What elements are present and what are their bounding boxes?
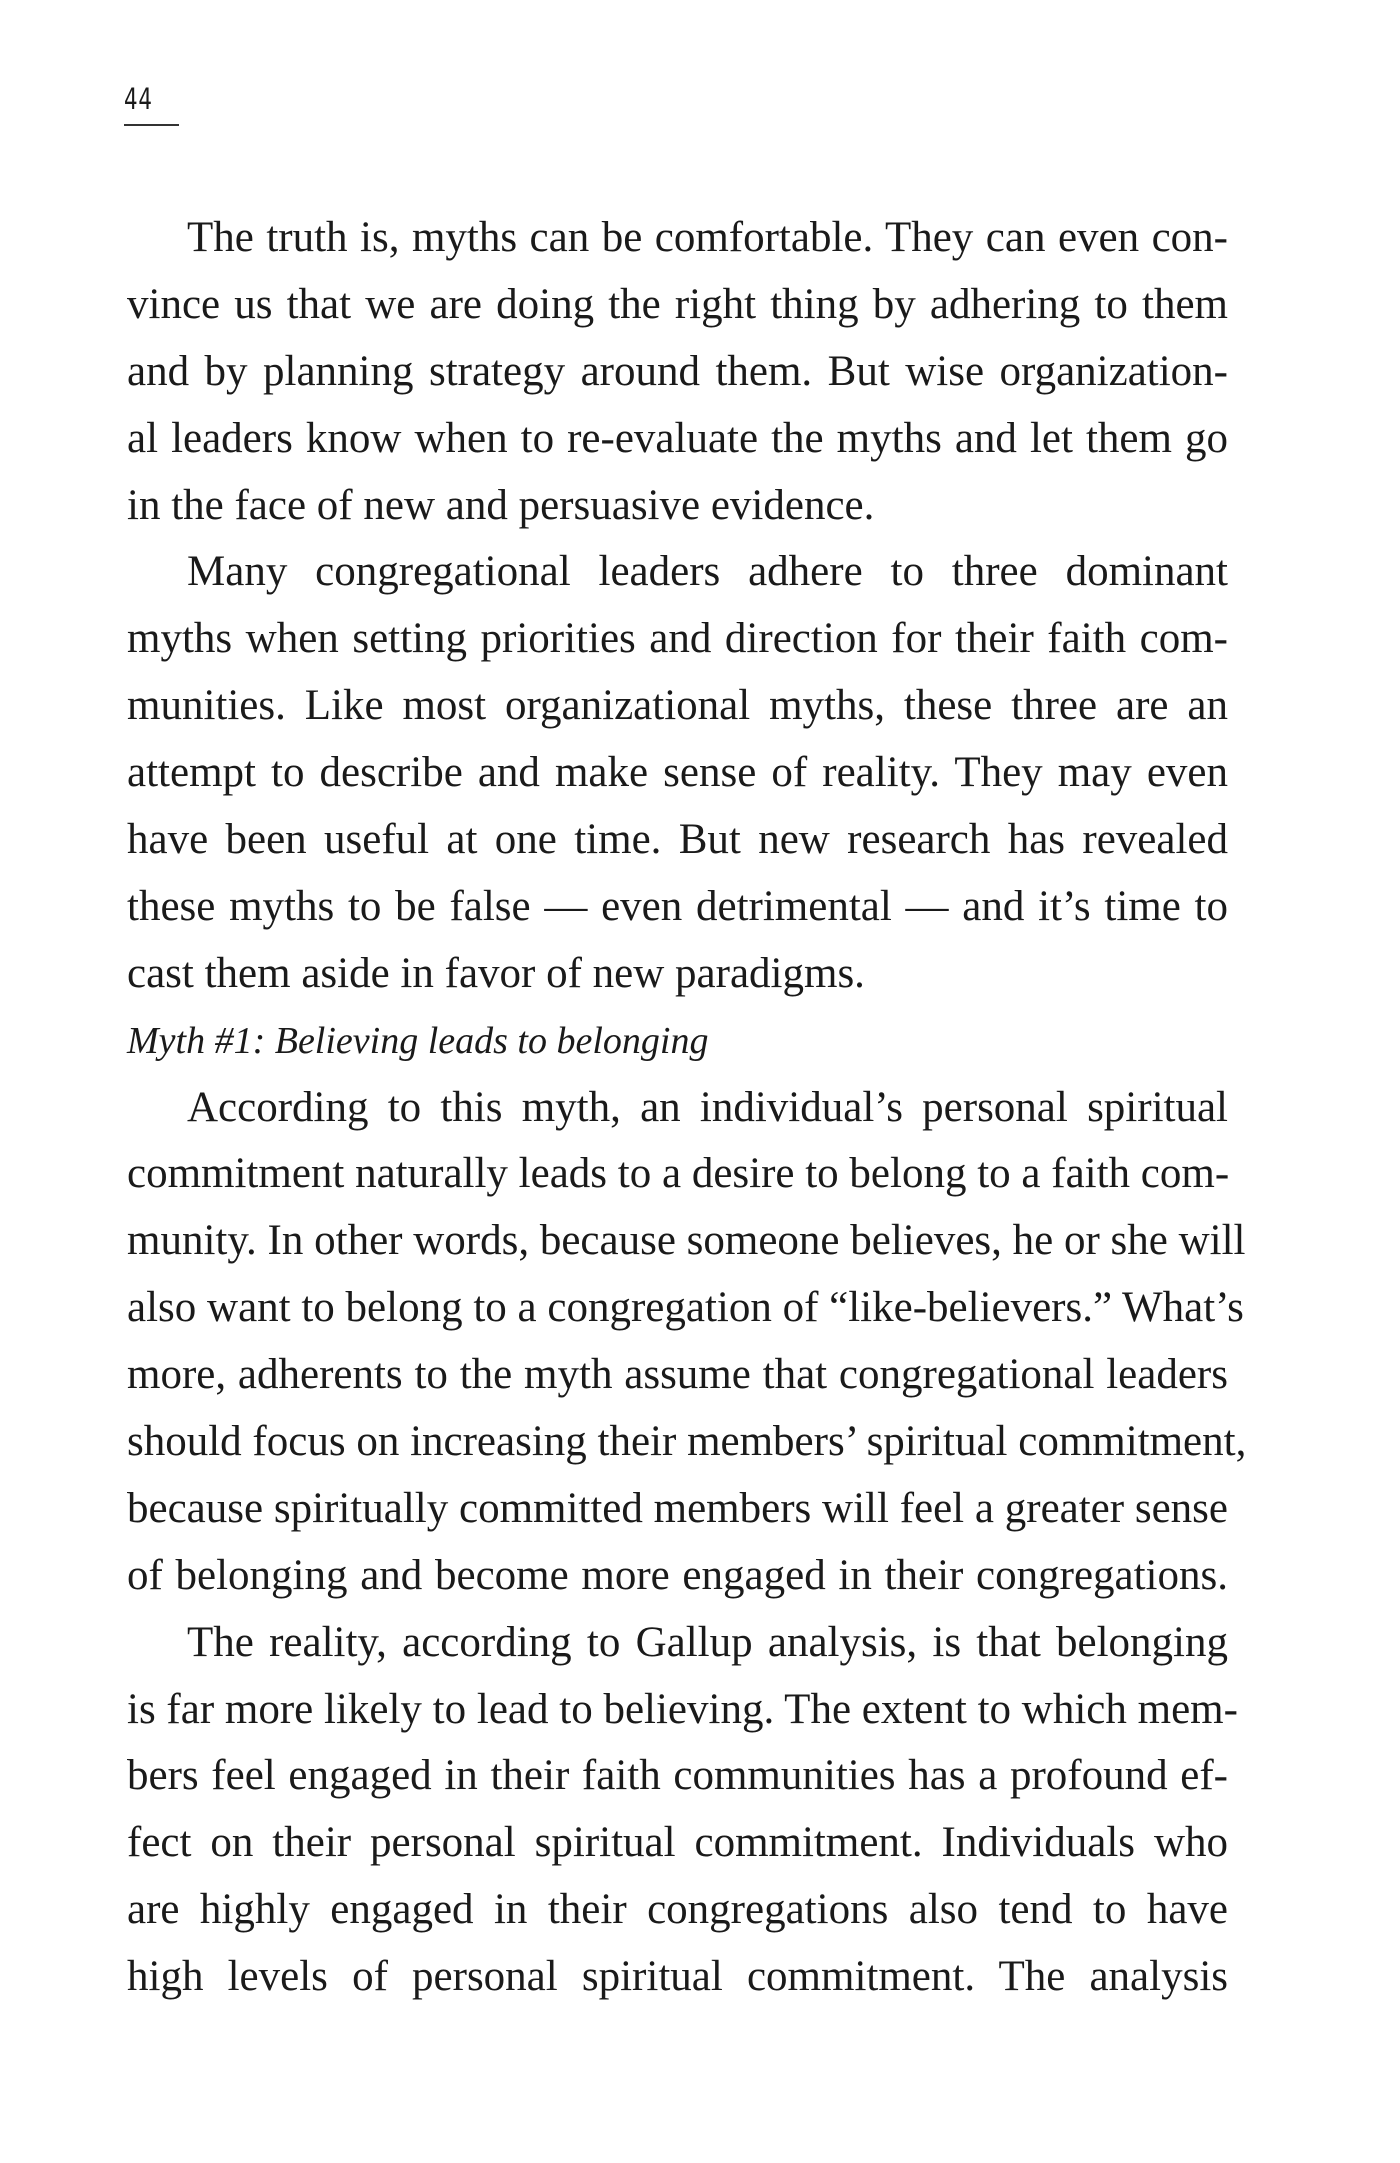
text-line: The truth is, myths can be comfortable. They can even con- — [187, 214, 1228, 261]
text-line: also want to belong to a congregation of “like-believers.” What’s — [127, 1284, 1244, 1332]
text-line: The reality, according to Gallup analysis, is that belonging — [187, 1618, 1228, 1666]
text-line: are highly engaged in their congregations also tend to have — [127, 1886, 1228, 1934]
paragraph — [127, 539, 1228, 1007]
page-number-rule — [124, 124, 179, 126]
body-text — [127, 205, 1247, 2011]
text-line: myths when setting priorities and direction for their faith com- — [127, 615, 1228, 663]
text-line: commitment naturally leads to a desire to belong to a faith com- — [127, 1150, 1230, 1198]
text-line: fect on their personal spiritual commitment. Individuals who — [127, 1819, 1228, 1867]
text-line: because spiritually committed members will feel a greater sense — [127, 1484, 1228, 1532]
text-line: al leaders know when to re-evaluate the myths and let them go — [127, 414, 1228, 462]
text-line: more, adherents to the myth assume that congregational leaders — [127, 1351, 1228, 1399]
text-line: cast them aside in favor of new paradigms. — [127, 949, 865, 997]
text-line: munity. In other words, because someone believes, he or she will — [127, 1217, 1246, 1265]
page-number: 44 — [124, 82, 153, 116]
text-line: Many congregational leaders adhere to three dominant — [187, 548, 1228, 596]
section-heading — [127, 1008, 1228, 1075]
text-line: should focus on increasing their members’ spiritual commitment, — [127, 1418, 1247, 1466]
text-line: these myths to be false — even detrimental — and it’s time to — [127, 882, 1228, 930]
text-line: attempt to describe and make sense of reality. They may even — [127, 749, 1228, 797]
heading-text: Myth #1: Believing leads to belonging — [127, 1019, 709, 1062]
text-line: According to this myth, an individual’s personal spiritual — [187, 1083, 1228, 1131]
text-line: high levels of personal spiritual commitment. The analysis — [127, 1953, 1228, 2001]
text-line: munities. Like most organizational myths, these three are an — [127, 682, 1228, 730]
text-line: vince us that we are doing the right thing by adhering to them — [127, 280, 1228, 328]
text-line: in the face of new and persuasive evidence. — [127, 481, 875, 529]
paragraph — [127, 205, 1228, 539]
text-line: have been useful at one time. But new research has revealed — [127, 816, 1228, 864]
text-line: is far more likely to lead to believing. The extent to which mem- — [127, 1685, 1238, 1733]
text-line: bers feel engaged in their faith communities has a profound ef- — [127, 1752, 1228, 1800]
paragraph — [127, 1075, 1247, 1610]
paragraph — [127, 1610, 1238, 2011]
text-line: and by planning strategy around them. But wise organization- — [127, 347, 1228, 395]
text-line: of belonging and become more engaged in their congregations. — [127, 1551, 1228, 1599]
